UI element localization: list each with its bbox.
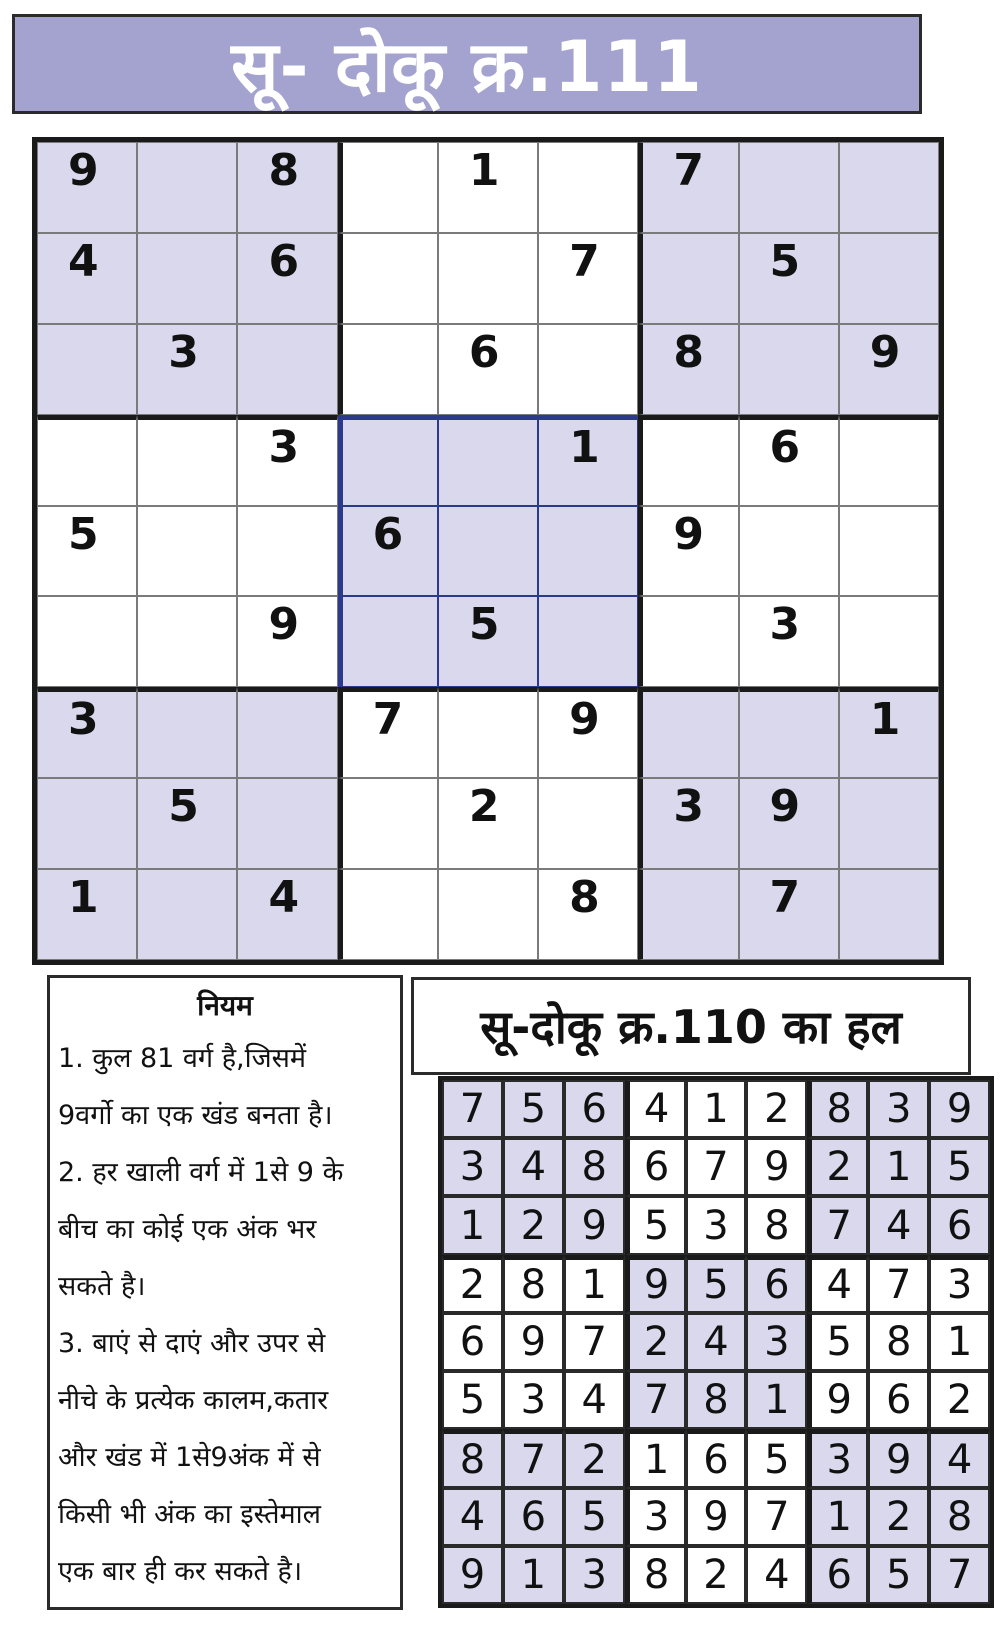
puzzle-cell-r8c8: 9 xyxy=(739,778,839,869)
puzzle-cell-r3c5: 6 xyxy=(438,324,538,415)
puzzle-cell-r9c7[interactable] xyxy=(638,869,738,960)
solution-cell-r8c3: 5 xyxy=(564,1488,625,1546)
solution-cell-r7c9: 4 xyxy=(929,1429,990,1487)
solution-cell-r7c3: 2 xyxy=(564,1429,625,1487)
solution-cell-r6c2: 3 xyxy=(503,1371,564,1429)
solution-title-text: सू-दोकू क्र.110 का हल xyxy=(480,1000,902,1054)
puzzle-cell-r3c3[interactable] xyxy=(237,324,337,415)
solution-title xyxy=(411,977,971,1075)
solution-cell-r7c4: 1 xyxy=(625,1429,686,1487)
solution-cell-r7c7: 3 xyxy=(807,1429,868,1487)
puzzle-cell-r7c6: 9 xyxy=(538,687,638,778)
title-banner xyxy=(12,14,922,114)
puzzle-cell-r8c9[interactable] xyxy=(839,778,939,869)
solution-cell-r8c1: 4 xyxy=(442,1488,503,1546)
solution-cell-r9c2: 1 xyxy=(503,1546,564,1604)
puzzle-cell-r2c9[interactable] xyxy=(839,233,939,324)
page-title: सू- दोकू क्र.111 xyxy=(231,26,703,108)
rules-line: किसी भी अंक का इस्तेमाल xyxy=(58,1499,321,1530)
rules-line: नीचे के प्रत्येक कालम,कतार xyxy=(58,1385,329,1416)
solution-cell-r4c1: 2 xyxy=(442,1255,503,1313)
puzzle-cell-r1c3: 8 xyxy=(237,142,337,233)
rules-line: 9वर्गो का एक खंड बनता है। xyxy=(58,1100,333,1131)
puzzle-cell-r1c1: 9 xyxy=(37,142,137,233)
solution-cell-r3c5: 3 xyxy=(686,1196,747,1254)
puzzle-cell-r1c5: 1 xyxy=(438,142,538,233)
solution-cell-r5c4: 2 xyxy=(625,1313,686,1371)
puzzle-cell-r2c8: 5 xyxy=(739,233,839,324)
puzzle-cell-r2c3: 6 xyxy=(237,233,337,324)
puzzle-cell-r4c9[interactable] xyxy=(839,415,939,506)
puzzle-cell-r7c7[interactable] xyxy=(638,687,738,778)
solution-cell-r3c8: 4 xyxy=(868,1196,929,1254)
solution-cell-r3c1: 1 xyxy=(442,1196,503,1254)
puzzle-cell-r7c5[interactable] xyxy=(438,687,538,778)
solution-cell-r4c3: 1 xyxy=(564,1255,625,1313)
solution-cell-r5c3: 7 xyxy=(564,1313,625,1371)
puzzle-cell-r5c5[interactable] xyxy=(438,506,538,597)
solution-cell-r7c2: 7 xyxy=(503,1429,564,1487)
puzzle-cell-r6c8: 3 xyxy=(739,596,839,687)
solution-cell-r8c6: 7 xyxy=(746,1488,807,1546)
puzzle-cell-r8c2: 5 xyxy=(137,778,237,869)
puzzle-cell-r8c3[interactable] xyxy=(237,778,337,869)
puzzle-cell-r7c9: 1 xyxy=(839,687,939,778)
rules-heading: नियम xyxy=(197,989,253,1022)
solution-cell-r4c9: 3 xyxy=(929,1255,990,1313)
puzzle-cell-r5c7: 9 xyxy=(638,506,738,597)
puzzle-cell-r4c8: 6 xyxy=(739,415,839,506)
solution-cell-r6c6: 1 xyxy=(746,1371,807,1429)
solution-cell-r2c7: 2 xyxy=(807,1138,868,1196)
rules-text xyxy=(58,1030,392,1600)
solution-cell-r3c9: 6 xyxy=(929,1196,990,1254)
puzzle-cell-r4c2[interactable] xyxy=(137,415,237,506)
solution-cell-r6c8: 6 xyxy=(868,1371,929,1429)
puzzle-cell-r1c4[interactable] xyxy=(338,142,438,233)
puzzle-cell-r3c7: 8 xyxy=(638,324,738,415)
solution-cell-r7c1: 8 xyxy=(442,1429,503,1487)
solution-cell-r3c3: 9 xyxy=(564,1196,625,1254)
solution-cell-r6c3: 4 xyxy=(564,1371,625,1429)
solution-cell-r5c2: 9 xyxy=(503,1313,564,1371)
puzzle-cell-r1c7: 7 xyxy=(638,142,738,233)
solution-cell-r9c8: 5 xyxy=(868,1546,929,1604)
solution-cell-r3c2: 2 xyxy=(503,1196,564,1254)
solution-cell-r2c4: 6 xyxy=(625,1138,686,1196)
rules-line: 1. कुल 81 वर्ग है,जिसमें xyxy=(58,1043,307,1074)
rules-line: और खंड में 1से9अंक में से xyxy=(58,1442,321,1473)
puzzle-cell-r1c8[interactable] xyxy=(739,142,839,233)
puzzle-cell-r4c6: 1 xyxy=(538,415,638,506)
puzzle-cell-r1c6[interactable] xyxy=(538,142,638,233)
puzzle-cell-r2c7[interactable] xyxy=(638,233,738,324)
solution-cell-r6c7: 9 xyxy=(807,1371,868,1429)
sudoku-puzzle-grid xyxy=(32,137,944,965)
puzzle-cell-r5c3[interactable] xyxy=(237,506,337,597)
solution-cell-r5c9: 1 xyxy=(929,1313,990,1371)
solution-cell-r5c8: 8 xyxy=(868,1313,929,1371)
solution-cell-r3c7: 7 xyxy=(807,1196,868,1254)
puzzle-cell-r6c6[interactable] xyxy=(538,596,638,687)
puzzle-cell-r5c1: 5 xyxy=(37,506,137,597)
puzzle-cell-r3c4[interactable] xyxy=(338,324,438,415)
puzzle-cell-r5c2[interactable] xyxy=(137,506,237,597)
puzzle-cell-r6c4[interactable] xyxy=(338,596,438,687)
solution-cell-r8c7: 1 xyxy=(807,1488,868,1546)
solution-cell-r6c4: 7 xyxy=(625,1371,686,1429)
puzzle-cell-r2c6: 7 xyxy=(538,233,638,324)
puzzle-cell-r8c4[interactable] xyxy=(338,778,438,869)
solution-cell-r4c4: 9 xyxy=(625,1255,686,1313)
puzzle-cell-r5c6[interactable] xyxy=(538,506,638,597)
solution-cell-r2c9: 5 xyxy=(929,1138,990,1196)
puzzle-cell-r9c4[interactable] xyxy=(338,869,438,960)
puzzle-cell-r5c8[interactable] xyxy=(739,506,839,597)
puzzle-cell-r7c3[interactable] xyxy=(237,687,337,778)
solution-cell-r6c5: 8 xyxy=(686,1371,747,1429)
solution-cell-r6c1: 5 xyxy=(442,1371,503,1429)
solution-cell-r2c2: 4 xyxy=(503,1138,564,1196)
solution-cell-r4c2: 8 xyxy=(503,1255,564,1313)
puzzle-cell-r9c2[interactable] xyxy=(137,869,237,960)
solution-cell-r9c5: 2 xyxy=(686,1546,747,1604)
puzzle-cell-r4c5[interactable] xyxy=(438,415,538,506)
sudoku-solution-grid xyxy=(438,1076,994,1608)
solution-cell-r1c9: 9 xyxy=(929,1080,990,1138)
solution-cell-r4c8: 7 xyxy=(868,1255,929,1313)
puzzle-cell-r2c5[interactable] xyxy=(438,233,538,324)
rules-line: 3. बाएं से दाएं और उपर से xyxy=(58,1328,326,1359)
solution-cell-r9c3: 3 xyxy=(564,1546,625,1604)
puzzle-cell-r4c4[interactable] xyxy=(338,415,438,506)
solution-cell-r8c8: 2 xyxy=(868,1488,929,1546)
solution-cell-r9c1: 9 xyxy=(442,1546,503,1604)
puzzle-cell-r3c2: 3 xyxy=(137,324,237,415)
solution-cell-r1c3: 6 xyxy=(564,1080,625,1138)
solution-cell-r4c6: 6 xyxy=(746,1255,807,1313)
solution-cell-r3c4: 5 xyxy=(625,1196,686,1254)
solution-cell-r4c7: 4 xyxy=(807,1255,868,1313)
puzzle-cell-r9c5[interactable] xyxy=(438,869,538,960)
solution-cell-r4c5: 5 xyxy=(686,1255,747,1313)
rules-line: एक बार ही कर सकते है। xyxy=(58,1556,303,1587)
puzzle-cell-r6c3: 9 xyxy=(237,596,337,687)
solution-cell-r8c4: 3 xyxy=(625,1488,686,1546)
solution-cell-r8c9: 8 xyxy=(929,1488,990,1546)
rules-line: सकते है। xyxy=(58,1271,146,1302)
puzzle-cell-r4c1[interactable] xyxy=(37,415,137,506)
solution-cell-r1c6: 2 xyxy=(746,1080,807,1138)
solution-cell-r1c1: 7 xyxy=(442,1080,503,1138)
solution-cell-r6c9: 2 xyxy=(929,1371,990,1429)
solution-cell-r1c5: 1 xyxy=(686,1080,747,1138)
solution-cell-r5c1: 6 xyxy=(442,1313,503,1371)
puzzle-cell-r9c9[interactable] xyxy=(839,869,939,960)
puzzle-cell-r9c6: 8 xyxy=(538,869,638,960)
puzzle-cell-r3c9: 9 xyxy=(839,324,939,415)
solution-cell-r5c7: 5 xyxy=(807,1313,868,1371)
puzzle-cell-r2c1: 4 xyxy=(37,233,137,324)
puzzle-cell-r7c1: 3 xyxy=(37,687,137,778)
solution-cell-r1c8: 3 xyxy=(868,1080,929,1138)
solution-cell-r2c5: 7 xyxy=(686,1138,747,1196)
solution-cell-r8c2: 6 xyxy=(503,1488,564,1546)
solution-cell-r9c6: 4 xyxy=(746,1546,807,1604)
puzzle-cell-r6c9[interactable] xyxy=(839,596,939,687)
puzzle-cell-r8c1[interactable] xyxy=(37,778,137,869)
rules-panel xyxy=(47,975,403,1610)
solution-cell-r1c2: 5 xyxy=(503,1080,564,1138)
puzzle-cell-r3c1[interactable] xyxy=(37,324,137,415)
puzzle-cell-r4c7[interactable] xyxy=(638,415,738,506)
puzzle-cell-r7c4: 7 xyxy=(338,687,438,778)
solution-cell-r9c9: 7 xyxy=(929,1546,990,1604)
solution-cell-r2c8: 1 xyxy=(868,1138,929,1196)
puzzle-cell-r7c8[interactable] xyxy=(739,687,839,778)
rules-line: 2. हर खाली वर्ग में 1से 9 के xyxy=(58,1157,344,1188)
puzzle-cell-r9c8: 7 xyxy=(739,869,839,960)
puzzle-cell-r2c4[interactable] xyxy=(338,233,438,324)
puzzle-cell-r8c6[interactable] xyxy=(538,778,638,869)
solution-cell-r1c7: 8 xyxy=(807,1080,868,1138)
puzzle-cell-r9c1: 1 xyxy=(37,869,137,960)
puzzle-cell-r3c8[interactable] xyxy=(739,324,839,415)
puzzle-cell-r9c3: 4 xyxy=(237,869,337,960)
solution-cell-r3c6: 8 xyxy=(746,1196,807,1254)
solution-cell-r7c8: 9 xyxy=(868,1429,929,1487)
puzzle-cell-r2c2[interactable] xyxy=(137,233,237,324)
solution-cell-r1c4: 4 xyxy=(625,1080,686,1138)
solution-cell-r9c4: 8 xyxy=(625,1546,686,1604)
puzzle-cell-r8c5: 2 xyxy=(438,778,538,869)
puzzle-cell-r6c7[interactable] xyxy=(638,596,738,687)
puzzle-cell-r8c7: 3 xyxy=(638,778,738,869)
puzzle-cell-r6c2[interactable] xyxy=(137,596,237,687)
puzzle-cell-r1c2[interactable] xyxy=(137,142,237,233)
solution-cell-r2c3: 8 xyxy=(564,1138,625,1196)
puzzle-cell-r6c1[interactable] xyxy=(37,596,137,687)
puzzle-cell-r1c9[interactable] xyxy=(839,142,939,233)
solution-cell-r2c6: 9 xyxy=(746,1138,807,1196)
rules-line: बीच का कोई एक अंक भर xyxy=(58,1214,317,1245)
puzzle-cell-r5c9[interactable] xyxy=(839,506,939,597)
puzzle-cell-r3c6[interactable] xyxy=(538,324,638,415)
solution-cell-r9c7: 6 xyxy=(807,1546,868,1604)
solution-cell-r7c6: 5 xyxy=(746,1429,807,1487)
solution-cell-r8c5: 9 xyxy=(686,1488,747,1546)
solution-cell-r2c1: 3 xyxy=(442,1138,503,1196)
puzzle-cell-r5c4: 6 xyxy=(338,506,438,597)
puzzle-cell-r6c5: 5 xyxy=(438,596,538,687)
solution-cell-r5c5: 4 xyxy=(686,1313,747,1371)
solution-cell-r7c5: 6 xyxy=(686,1429,747,1487)
puzzle-cell-r7c2[interactable] xyxy=(137,687,237,778)
puzzle-cell-r4c3: 3 xyxy=(237,415,337,506)
solution-cell-r5c6: 3 xyxy=(746,1313,807,1371)
